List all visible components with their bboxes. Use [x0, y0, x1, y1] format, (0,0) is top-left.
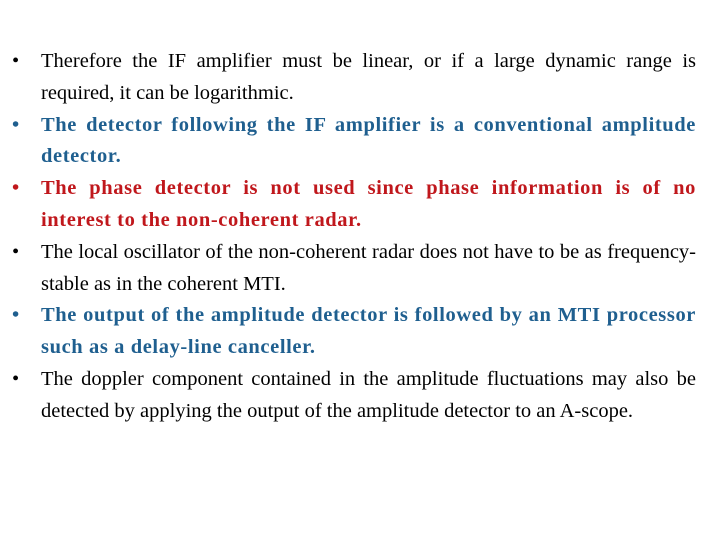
bullet-item-detector	[12, 110, 696, 174]
bullet-text: The detector following the IF amplifier is a conventional amplitude detector.	[41, 113, 696, 168]
bullet-dot-icon: •	[12, 177, 20, 200]
bullet-text: The local oscillator of the non-coherent radar does not have to be as frequency-stable as in the coherent MTI.	[41, 240, 696, 295]
bullet-dot-icon: •	[12, 367, 20, 390]
bullet-item-phase-detector	[12, 173, 696, 237]
bullet-item-local-oscillator	[12, 237, 696, 301]
bullet-text: The output of the amplitude detector is followed by an MTI processor such as a delay-line canceller.	[41, 304, 696, 359]
bullet-item-doppler-component	[12, 364, 696, 428]
bullet-text: The doppler component contained in the amplitude fluctuations may also be detected by applying the output of the amplitude detector to an A-scope.	[41, 367, 696, 422]
bullet-dot-icon: •	[12, 240, 20, 263]
bullet-text: Therefore the IF amplifier must be linear, or if a large dynamic range is required, it can be logarithmic.	[41, 50, 696, 104]
bullet-dot-icon: •	[12, 50, 20, 72]
bullet-list	[12, 46, 696, 428]
bullet-dot-icon: •	[12, 113, 20, 136]
bullet-text: The phase detector is not used since phase information is of no interest to the non-coherent radar.	[41, 177, 696, 231]
bullet-item-mti-processor	[12, 300, 696, 364]
bullet-item-if-amplifier	[12, 46, 696, 110]
bullet-dot-icon: •	[12, 304, 20, 327]
